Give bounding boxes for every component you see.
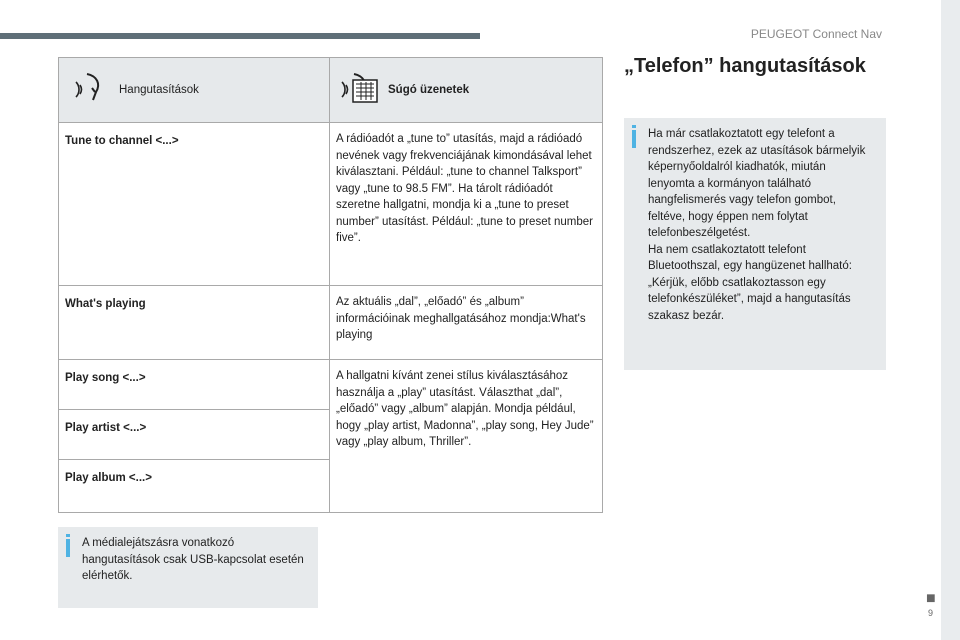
help-cell [330,360,603,513]
command-name: What's playing [65,298,146,310]
command-help: Az aktuális „dal”, „előadó” és „album” információinak meghallgatásához mondja:What's playing [336,296,586,341]
header-rule [0,33,480,39]
voice-command-icon [71,70,111,110]
command-name: Play album <...> [65,472,152,484]
command-help: A rádióadót a „tune to” utasítás, majd a rádióadó nevének vagy frekvenciájának kimondásával lehet kiválasztani. Például: „tune to channel Talksport” vagy „tune to 98.5 FM”. Ha tárolt rádióadót szeretne hallgatni, mondja ki a „tune to preset number” utasítást. Például: „tune to preset number five”. [336,133,593,244]
command-cell [59,460,330,513]
table-row [59,123,603,286]
page-number: 9 [928,608,934,618]
command-name: Play artist <...> [65,422,147,434]
media-info-text: A médialejátszásra vonatkozó hangutasítások csak USB-kapcsolat esetén elérhetők. [82,537,304,582]
info-icon-bar [632,130,636,148]
table-header-row [59,58,603,123]
command-name: Play song <...> [65,372,146,384]
info-icon-bar [66,539,70,557]
help-message-icon [336,70,380,110]
phone-info-box [624,118,886,370]
help-cell [330,123,603,286]
table-header-commands-label: Hangutasítások [119,83,199,96]
command-cell [59,123,330,286]
phone-section-title: „Telefon” hangutasítások [624,55,866,77]
info-icon [632,125,636,128]
command-cell [59,360,330,410]
table-row [59,286,603,360]
phone-info-paragraph-2: Ha nem csatlakoztatott telefont Bluetoothszal, egy hangüzenet hallható: „Kérjük, előbb csatlakoztasson egy telefonkészüléket”, majd a hangutasítás szakasz bezár. [648,243,852,322]
side-strip [941,0,960,640]
media-info-box [58,527,318,608]
command-name: Tune to channel <...> [65,135,179,147]
table-row [59,360,603,410]
page-marker: ■ [926,590,936,607]
help-cell [330,286,603,360]
table-header-help [330,58,603,123]
voice-commands-table [58,57,603,513]
table-header-help-label: Súgó üzenetek [388,83,470,96]
phone-info-text [648,126,874,324]
page-header-title: PEUGEOT Connect Nav [750,27,882,41]
info-icon [66,534,70,537]
command-cell [59,410,330,460]
command-cell [59,286,330,360]
command-help: A hallgatni kívánt zenei stílus kiválasztásához használja a „play” utasítást. Választhat „dal”, „előadó” vagy „album” alapján. Mondja például, hogy „play artist, Madonna”, „play song, Hey Jude” vagy „play album, Thriller”. [336,370,594,448]
table-header-commands [59,58,330,123]
phone-info-paragraph-1: Ha már csatlakoztatott egy telefont a rendszerhez, ezek az utasítások bármelyik képernyőoldalról kiadhatók, miután lenyomta a kormányon található hangfelismerés vagy telefon gombot, feltéve, hogy éppen nem folytat telefonbeszélgetést. [648,128,866,239]
